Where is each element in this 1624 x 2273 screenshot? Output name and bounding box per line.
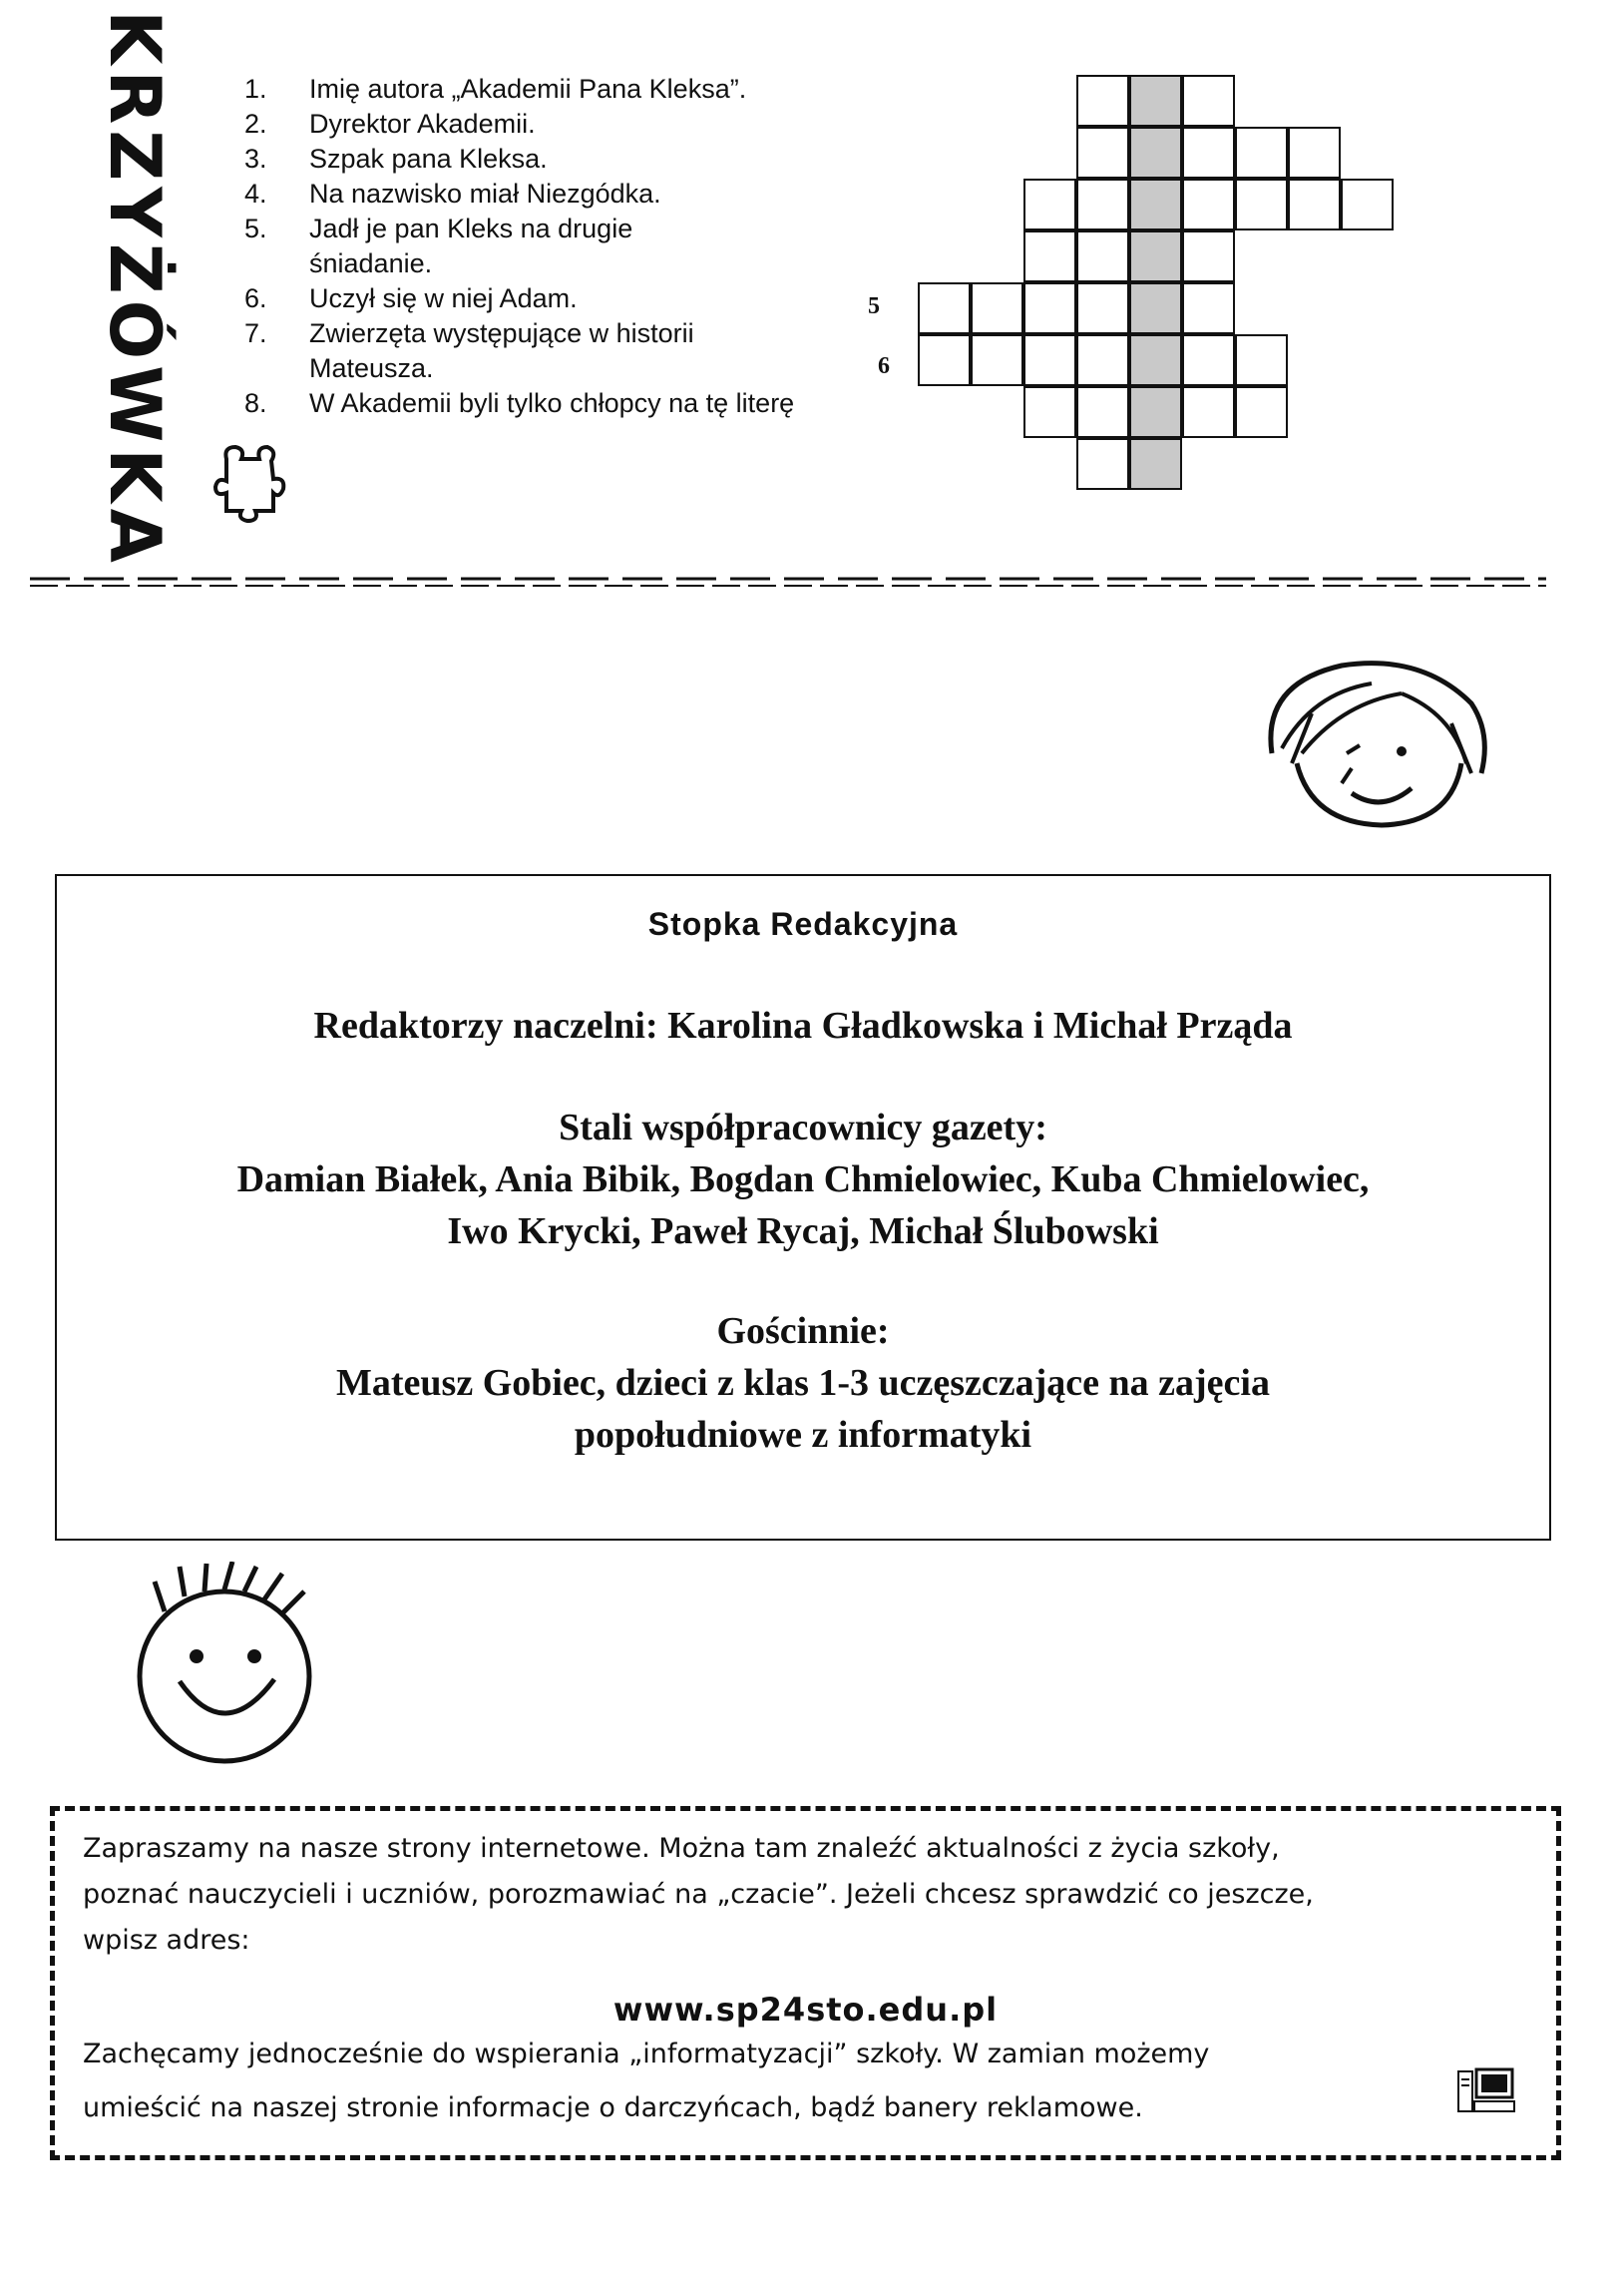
clue-item: 2. Dyrektor Akademii. — [244, 109, 536, 139]
smiley-face-drawing — [125, 1562, 334, 1771]
crossword-title: KRZYŻÓWKA — [94, 10, 176, 569]
notice-line: Zachęcamy jednocześnie do wspierania „informatyzacji” szkoły. W zamian możemy — [83, 2039, 1210, 2069]
website-notice-box — [50, 1806, 1561, 2160]
editors-line: Redaktorzy naczelni: Karolina Gładkowska i Michał Prząda — [313, 1005, 1293, 1047]
crossword-cell[interactable] — [1076, 230, 1129, 282]
crossword-cell[interactable] — [1341, 179, 1394, 230]
crossword-key-cell[interactable] — [1129, 127, 1182, 179]
crossword-cell[interactable] — [1288, 127, 1341, 179]
notice-line: poznać nauczycieli i uczniów, porozmawiać na „czacie”. Jeżeli chcesz sprawdzić co jeszcze, — [83, 1879, 1314, 1910]
staff-heading: Stali współpracownicy gazety: — [559, 1107, 1047, 1148]
crossword-title-vertical — [94, 10, 176, 569]
clue-item: 7. Zwierzęta występujące w historii Mateusza. — [244, 318, 694, 383]
girl-face-drawing — [1252, 654, 1501, 833]
crossword-key-cell[interactable] — [1129, 334, 1182, 386]
crossword-cell[interactable] — [1182, 179, 1235, 230]
crossword-cell[interactable] — [1076, 75, 1129, 127]
crossword-cell[interactable] — [971, 334, 1023, 386]
computer-icon — [1456, 2065, 1516, 2115]
editorial-footer-box — [55, 874, 1551, 1541]
row-number: 5 — [868, 293, 880, 319]
notice-line: Zapraszamy na nasze strony internetowe. Można tam znaleźć aktualności z życia szkoły, — [83, 1833, 1280, 1864]
clue-item: 1. Imię autora „Akademii Pana Kleksa”. — [244, 74, 747, 104]
crossword-key-cell[interactable] — [1129, 75, 1182, 127]
school-website-url[interactable]: www.sp24sto.edu.pl — [612, 1991, 999, 2029]
crossword-cell[interactable] — [1182, 282, 1235, 334]
crossword-cell[interactable] — [1288, 179, 1341, 230]
notice-line: wpisz adres: — [83, 1925, 250, 1956]
guests-heading: Gościnnie: — [716, 1310, 890, 1352]
crossword-cell[interactable] — [1235, 334, 1288, 386]
crossword-cell[interactable] — [1235, 127, 1288, 179]
crossword-cell[interactable] — [1235, 179, 1288, 230]
crossword-cell[interactable] — [1182, 386, 1235, 438]
crossword-cell[interactable] — [1023, 230, 1076, 282]
crossword-cell[interactable] — [1076, 386, 1129, 438]
crossword-cell[interactable] — [1182, 334, 1235, 386]
crossword-key-cell[interactable] — [1129, 438, 1182, 490]
crossword-cell[interactable] — [1076, 282, 1129, 334]
crossword-cell[interactable] — [971, 282, 1023, 334]
guests-line: Mateusz Gobiec, dzieci z klas 1-3 uczęszczające na zajęcia — [336, 1362, 1270, 1404]
crossword-cell[interactable] — [1076, 127, 1129, 179]
crossword-clues — [244, 72, 863, 421]
clue-item: 4. Na nazwisko miał Niezgódka. — [244, 179, 661, 209]
crossword-cell[interactable] — [1182, 75, 1235, 127]
row-number: 6 — [878, 353, 890, 379]
crossword-cell[interactable] — [1182, 230, 1235, 282]
crossword-key-cell[interactable] — [1129, 282, 1182, 334]
guests-line: popołudniowe z informatyki — [574, 1414, 1032, 1456]
clue-item: 6. Uczył się w niej Adam. — [244, 283, 578, 313]
section-divider — [30, 576, 1546, 588]
notice-line: umieścić na naszej stronie informacje o darczyńcach, bądź banery reklamowe. — [83, 2092, 1143, 2123]
crossword-key-cell[interactable] — [1129, 179, 1182, 230]
crossword-cell[interactable] — [918, 334, 971, 386]
staff-line: Damian Białek, Ania Bibik, Bogdan Chmielowiec, Kuba Chmielowiec, — [236, 1158, 1370, 1200]
crossword-cell[interactable] — [1235, 386, 1288, 438]
crossword-cell[interactable] — [1076, 438, 1129, 490]
crossword-cell[interactable] — [1023, 386, 1076, 438]
crossword-cell[interactable] — [1182, 127, 1235, 179]
clue-item: 8. W Akademii byli tylko chłopcy na tę literę — [244, 388, 795, 418]
crossword-key-cell[interactable] — [1129, 386, 1182, 438]
crossword-cell[interactable] — [1023, 282, 1076, 334]
clue-item: 3. Szpak pana Kleksa. — [244, 144, 548, 174]
crossword-key-cell[interactable] — [1129, 230, 1182, 282]
editorial-footer-title: Stopka Redakcyjna — [647, 906, 959, 942]
crossword-cell[interactable] — [1023, 179, 1076, 230]
staff-line: Iwo Krycki, Paweł Rycaj, Michał Ślubowski — [447, 1210, 1159, 1252]
crossword-cell[interactable] — [1023, 334, 1076, 386]
crossword-cell[interactable] — [918, 282, 971, 334]
puzzle-piece-icon — [211, 439, 291, 524]
crossword-cell[interactable] — [1076, 334, 1129, 386]
clue-item: 5. Jadł je pan Kleks na drugie śniadanie. — [244, 214, 633, 278]
crossword-cell[interactable] — [1076, 179, 1129, 230]
